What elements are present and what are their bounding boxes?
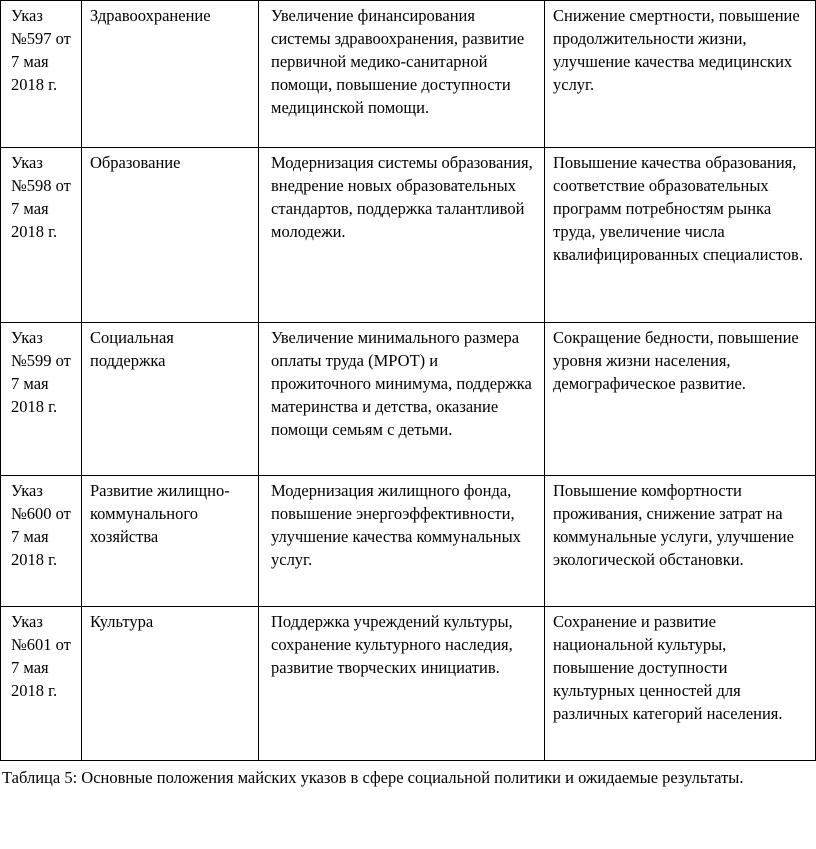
decree-cell: Указ №597 от 7 мая 2018 г. [1,1,82,148]
measures-cell: Модернизация системы образования, внедрение новых образовательных стандартов, поддержка талантливой молодежи. [259,148,545,323]
area-cell: Образование [82,148,259,323]
decree-cell: Указ №599 от 7 мая 2018 г. [1,323,82,476]
measures-cell: Модернизация жилищного фонда, повышение энергоэффективности, улучшение качества коммунальных услуг. [259,476,545,607]
results-cell: Снижение смертности, повышение продолжительности жизни, улучшение качества медицинских услуг. [545,1,816,148]
results-cell: Сохранение и развитие национальной культуры, повышение доступности культурных ценностей для различных категорий населения. [545,607,816,761]
table-row [1,323,816,476]
table-row [1,607,816,761]
table-row [1,1,816,148]
results-cell: Сокращение бедности, повышение уровня жизни населения, демографическое развитие. [545,323,816,476]
measures-cell: Увеличение минимального размера оплаты труда (МРОТ) и прожиточного минимума, поддержка материнства и детства, оказание помощи семьям с детьми. [259,323,545,476]
area-cell: Развитие жилищно-коммунального хозяйства [82,476,259,607]
area-cell: Здравоохранение [82,1,259,148]
results-cell: Повышение качества образования, соответствие образовательных программ потребностям рынка труда, увеличение числа квалифицированных специалистов. [545,148,816,323]
area-cell: Культура [82,607,259,761]
decree-cell: Указ №598 от 7 мая 2018 г. [1,148,82,323]
area-cell: Социальная поддержка [82,323,259,476]
measures-cell: Увеличение финансирования системы здравоохранения, развитие первичной медико-санитарной помощи, повышение доступности медицинской помощи. [259,1,545,148]
table-row [1,476,816,607]
results-cell: Повышение комфортности проживания, снижение затрат на коммунальные услуги, улучшение экологической обстановки. [545,476,816,607]
table-row [1,148,816,323]
decree-cell: Указ №600 от 7 мая 2018 г. [1,476,82,607]
table-caption: Таблица 5: Основные положения майских указов в сфере социальной политики и ожидаемые результаты. [2,768,744,787]
measures-cell: Поддержка учреждений культуры, сохранение культурного наследия, развитие творческих инициатив. [259,607,545,761]
decree-cell: Указ №601 от 7 мая 2018 г. [1,607,82,761]
